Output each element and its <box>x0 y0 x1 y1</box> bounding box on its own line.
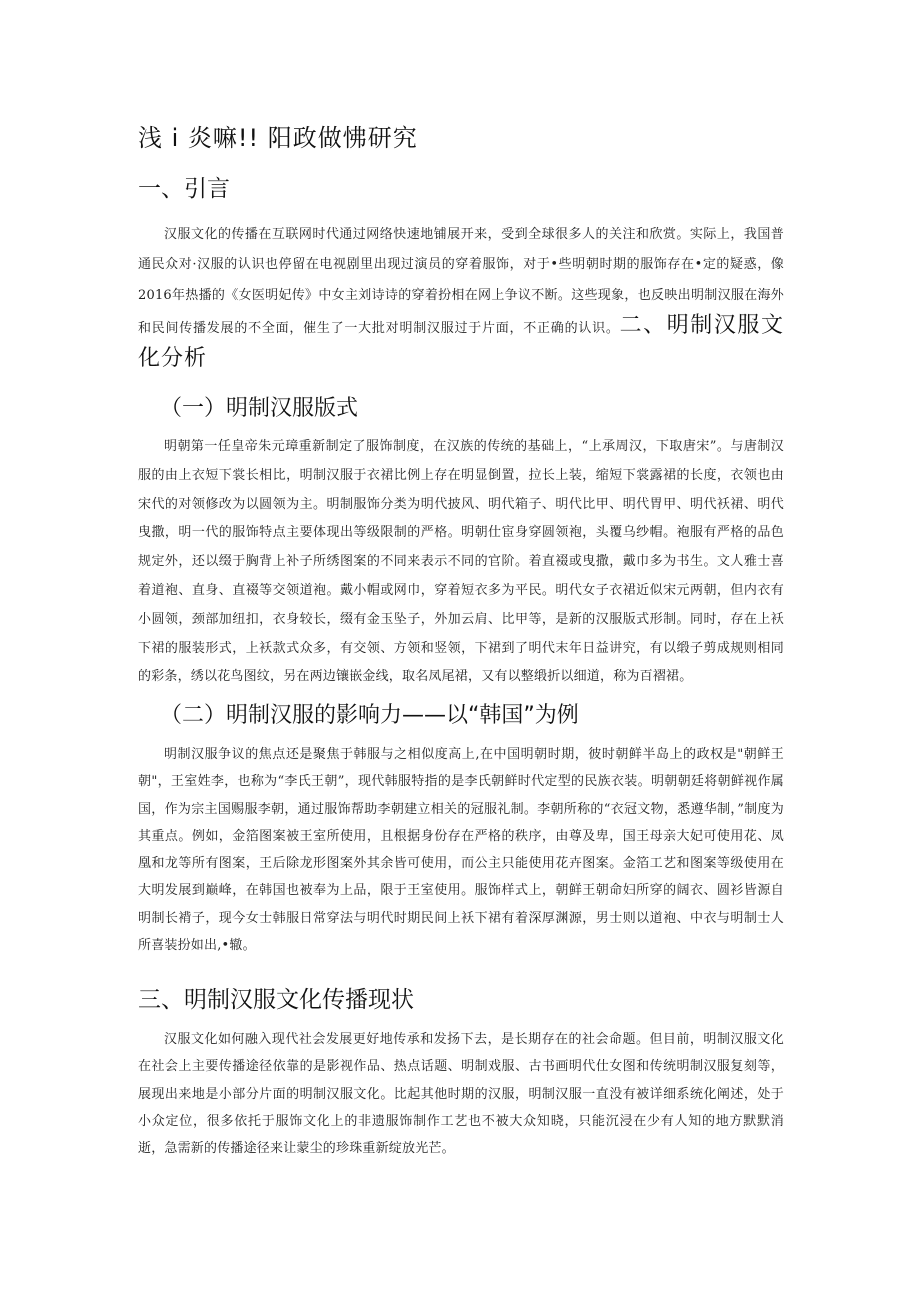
paragraph-korea: 明制汉服争议的焦点还是聚焦于韩服与之相似度高上,在中国明朝时期，彼时朝鲜半岛上的政权是"朝鲜王朝"，王室姓李，也称为“李氏王朝”，现代韩服特指的是李氏朝鲜时代定型的民族衣装。明朝朝廷将朝鲜视作属国，作为宗主国赐服李朝，通过服饰帮助李朝建立相关的冠服礼制。李朝所称的“衣冠文物，悉遵华制，”制度为其重点。例如，金箔图案被王室所使用，且根据身份存在严格的秩序，由尊及卑，国王母亲大妃可使用花、凤凰和龙等所有图案，王后除龙形图案外其余皆可使用，而公主只能使用花卉图案。金箔工艺和图案等级使用在大明发展到巅峰，在韩国也被奉为上品，限于王室使用。服饰样式上，朝鲜王朝命妇所穿的阔衣、圆衫皆源自明制长褙子，现今女士韩服日常穿法与明代时期民间上袄下裙有着深厚渊源，男士则以道袍、中衣与明制士人所喜装扮如出,•辙。 <box>138 747 784 954</box>
section-heading-intro: 一、引言 <box>138 176 230 202</box>
paragraph-intro-text: 汉服文化的传播在互联网时代通过网络快速地铺展开来，受到全球很多人的关注和欣赏。实际上，我国普通民众对·汉服的认识也停留在电视剧里出现过演员的穿着服饰，对于•些明朝时期的服饰存在•定的疑惑，像2016年热播的《女医明妃传》中女主刘诗诗的穿着扮相在网上争议不断。这些现象，也反映出明制汉服在海外和民间传播发展的不全面，催生了一大批对明制汉服过于片面，不正确的认识。 <box>138 227 784 336</box>
subsection-heading-style: （一）明制汉服版式 <box>160 396 359 421</box>
section-heading-status: 三、明制汉服文化传播现状 <box>138 987 414 1013</box>
subsection-heading-korea: （二）明制汉服的影响力——以“韩国”为例 <box>160 703 579 728</box>
document-title: 浅 i 炎嘛!! 阳政做怫研究 <box>138 124 418 152</box>
section-heading-analysis: 二、明制汉服文化分析 <box>138 312 784 372</box>
paragraph-style: 明朝第一任皇帝朱元璋重新制定了服饰制度，在汉族的传统的基础上，“上承周汉，下取唐宋”。与唐制汉服的由上衣短下裳长相比，明制汉服于衣裙比例上存在明显倒置，拉长上装，缩短下裳露裙的长度，衣领也由宋代的对领修改为以圆领为主。明制服饰分类为明代披风、明代箱子、明代比甲、明代胃甲、明代袄裙、明代曳撒，明一代的服饰特点主要体现出等级限制的严格。明朝仕宦身穿圆领袍，头覆乌纱帽。袍服有严格的品色规定外，还以缀于胸背上补子所绣图案的不同来表示不同的官阶。着直裰或曳撒，戴巾多为书生。文人雅士喜着道袍、直身、直裰等交领道袍。戴小帽或网巾，穿着短衣多为平民。明代女子衣裙近似宋元两朝，但内衣有小圆领，颈部加纽扣，衣身较长，缀有金玉坠子，外加云肩、比甲等，是新的汉服版式形制。同时，存在上袄下裙的服装形式，上袄款式众多，有交领、方领和竖领，下裙到了明代末年日益讲究，有以缎子剪成规则相同的彩条，绣以花鸟图纹，另在两边镶嵌金线，取名凤尾裙，又有以整缎折以细道，称为百褶裙。 <box>138 439 784 685</box>
paragraph-status: 汉服文化如何融入现代社会发展更好地传承和发扬下去，是长期存在的社会命题。但目前，明制汉服文化在社会上主要传播途径依靠的是影视作品、热点话题、明制戏服、古书画明代仕女图和传统明制汉服复刻等，展现出来地是小部分片面的明制汉服文化。比起其他时期的汉服，明制汉服一直没有被详细系统化阐述，处于小众定位，很多依托于服饰文化上的非遗服饰制作工艺也不被大众知晓，只能沉浸在少有人知的地方默默消逝，急需新的传播途径来让蒙尘的珍珠重新绽放光芒。 <box>138 1032 784 1157</box>
paragraph-intro <box>138 220 784 377</box>
